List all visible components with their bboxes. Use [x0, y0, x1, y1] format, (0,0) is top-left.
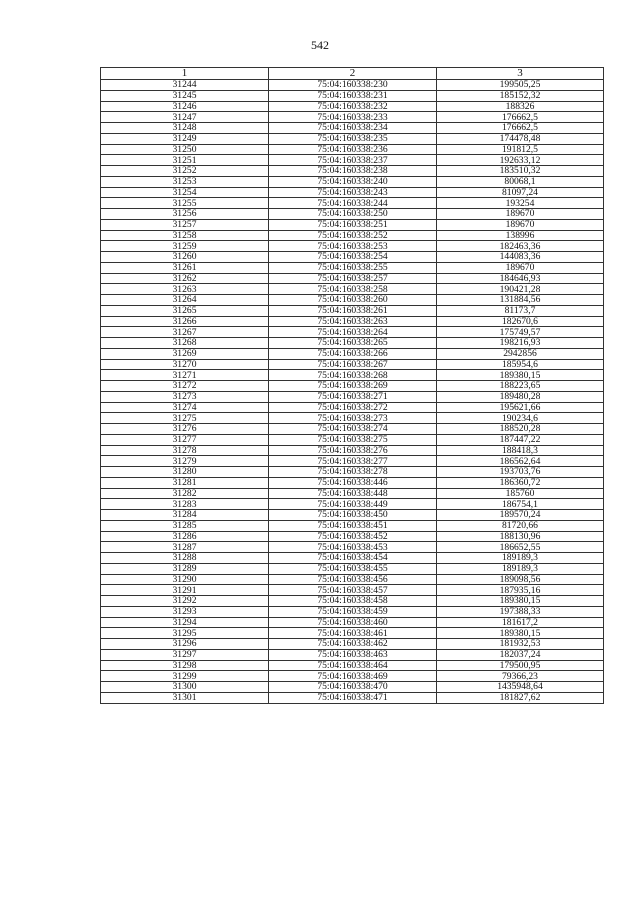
cadastral-number-cell: 75:04:160338:273 — [269, 413, 437, 424]
cadastral-number-cell: 75:04:160338:470 — [269, 682, 437, 693]
table-row — [101, 606, 604, 617]
value-cell: 189380,15 — [437, 628, 604, 639]
table-row — [101, 133, 604, 144]
value-cell: 198216,93 — [437, 338, 604, 349]
table-row — [101, 80, 604, 91]
row-number-cell: 31284 — [101, 510, 269, 521]
table-row — [101, 370, 604, 381]
value-cell: 182037,24 — [437, 649, 604, 660]
cadastral-number-cell: 75:04:160338:457 — [269, 585, 437, 596]
row-number-cell: 31258 — [101, 230, 269, 241]
row-number-cell: 31286 — [101, 531, 269, 542]
value-cell: 187447,22 — [437, 434, 604, 445]
value-cell: 176662,5 — [437, 112, 604, 123]
value-cell: 186562,64 — [437, 456, 604, 467]
table-row — [101, 112, 604, 123]
table-row — [101, 359, 604, 370]
value-cell: 181932,53 — [437, 639, 604, 650]
value-cell: 187935,16 — [437, 585, 604, 596]
table-row — [101, 198, 604, 209]
row-number-cell: 31244 — [101, 80, 269, 91]
row-number-cell: 31292 — [101, 596, 269, 607]
row-number-cell: 31274 — [101, 402, 269, 413]
cadastral-number-cell: 75:04:160338:268 — [269, 370, 437, 381]
cadastral-number-cell: 75:04:160338:255 — [269, 262, 437, 273]
table-row — [101, 531, 604, 542]
table-row — [101, 692, 604, 703]
table-row — [101, 456, 604, 467]
value-cell: 188326 — [437, 101, 604, 112]
value-cell: 186754,1 — [437, 499, 604, 510]
value-cell: 144083,36 — [437, 252, 604, 263]
cadastral-number-cell: 75:04:160338:261 — [269, 305, 437, 316]
table-row — [101, 477, 604, 488]
cadastral-number-cell: 75:04:160338:448 — [269, 488, 437, 499]
cadastral-number-cell: 75:04:160338:464 — [269, 660, 437, 671]
row-number-cell: 31297 — [101, 649, 269, 660]
table-row — [101, 262, 604, 273]
table-row — [101, 284, 604, 295]
row-number-cell: 31282 — [101, 488, 269, 499]
row-number-cell: 31270 — [101, 359, 269, 370]
table-row — [101, 649, 604, 660]
value-cell: 190421,28 — [437, 284, 604, 295]
row-number-cell: 31290 — [101, 574, 269, 585]
cadastral-number-cell: 75:04:160338:278 — [269, 467, 437, 478]
cadastral-number-cell: 75:04:160338:458 — [269, 596, 437, 607]
value-cell: 189189,3 — [437, 563, 604, 574]
row-number-cell: 31289 — [101, 563, 269, 574]
value-cell: 1435948,64 — [437, 682, 604, 693]
value-cell: 199505,25 — [437, 80, 604, 91]
value-cell: 191812,5 — [437, 144, 604, 155]
row-number-cell: 31251 — [101, 155, 269, 166]
value-cell: 185152,32 — [437, 90, 604, 101]
value-cell: 189189,3 — [437, 553, 604, 564]
table-row — [101, 660, 604, 671]
cadastral-number-cell: 75:04:160338:459 — [269, 606, 437, 617]
row-number-cell: 31295 — [101, 628, 269, 639]
cadastral-number-cell: 75:04:160338:453 — [269, 542, 437, 553]
row-number-cell: 31277 — [101, 434, 269, 445]
row-number-cell: 31260 — [101, 252, 269, 263]
table-row — [101, 510, 604, 521]
cadastral-number-cell: 75:04:160338:240 — [269, 176, 437, 187]
row-number-cell: 31245 — [101, 90, 269, 101]
page-number: 542 — [311, 38, 329, 52]
cadastral-number-cell: 75:04:160338:274 — [269, 424, 437, 435]
value-cell: 174478,48 — [437, 133, 604, 144]
table-row — [101, 166, 604, 177]
row-number-cell: 31275 — [101, 413, 269, 424]
table-row — [101, 338, 604, 349]
value-cell: 2942856 — [437, 348, 604, 359]
value-cell: 131884,56 — [437, 295, 604, 306]
cadastral-number-cell: 75:04:160338:235 — [269, 133, 437, 144]
value-cell: 188130,96 — [437, 531, 604, 542]
cadastral-number-cell: 75:04:160338:456 — [269, 574, 437, 585]
table-row — [101, 542, 604, 553]
row-number-cell: 31256 — [101, 209, 269, 220]
column-header-2: 2 — [269, 68, 437, 80]
value-cell: 182463,36 — [437, 241, 604, 252]
row-number-cell: 31252 — [101, 166, 269, 177]
value-cell: 188418,3 — [437, 445, 604, 456]
table-row — [101, 144, 604, 155]
table-row — [101, 499, 604, 510]
table-row — [101, 155, 604, 166]
table-row — [101, 467, 604, 478]
row-number-cell: 31261 — [101, 262, 269, 273]
value-cell: 197388,33 — [437, 606, 604, 617]
cadastral-number-cell: 75:04:160338:271 — [269, 391, 437, 402]
table-row — [101, 241, 604, 252]
row-number-cell: 31288 — [101, 553, 269, 564]
row-number-cell: 31257 — [101, 219, 269, 230]
value-cell: 179500,95 — [437, 660, 604, 671]
table-row — [101, 563, 604, 574]
value-cell: 138996 — [437, 230, 604, 241]
column-header-3: 3 — [437, 68, 604, 80]
row-number-cell: 31298 — [101, 660, 269, 671]
cadastral-number-cell: 75:04:160338:260 — [269, 295, 437, 306]
cadastral-number-cell: 75:04:160338:451 — [269, 520, 437, 531]
value-cell: 190234,6 — [437, 413, 604, 424]
table-row — [101, 230, 604, 241]
value-cell: 193254 — [437, 198, 604, 209]
row-number-cell: 31279 — [101, 456, 269, 467]
value-cell: 188520,28 — [437, 424, 604, 435]
cadastral-number-cell: 75:04:160338:243 — [269, 187, 437, 198]
table-row — [101, 381, 604, 392]
cadastral-number-cell: 75:04:160338:236 — [269, 144, 437, 155]
cadastral-number-cell: 75:04:160338:452 — [269, 531, 437, 542]
table-row — [101, 445, 604, 456]
table-row — [101, 90, 604, 101]
table-row — [101, 305, 604, 316]
cadastral-number-cell: 75:04:160338:461 — [269, 628, 437, 639]
cadastral-number-cell: 75:04:160338:275 — [269, 434, 437, 445]
table-row — [101, 101, 604, 112]
row-number-cell: 31255 — [101, 198, 269, 209]
cadastral-number-cell: 75:04:160338:257 — [269, 273, 437, 284]
value-cell: 186652,55 — [437, 542, 604, 553]
table-row — [101, 252, 604, 263]
cadastral-number-cell: 75:04:160338:272 — [269, 402, 437, 413]
table-row — [101, 187, 604, 198]
row-number-cell: 31272 — [101, 381, 269, 392]
table-row — [101, 295, 604, 306]
value-cell: 182670,6 — [437, 316, 604, 327]
table-row — [101, 402, 604, 413]
cadastral-number-cell: 75:04:160338:238 — [269, 166, 437, 177]
header-row — [101, 68, 604, 80]
value-cell: 80068,1 — [437, 176, 604, 187]
table-row — [101, 639, 604, 650]
row-number-cell: 31249 — [101, 133, 269, 144]
value-cell: 81720,66 — [437, 520, 604, 531]
cadastral-number-cell: 75:04:160338:267 — [269, 359, 437, 370]
cadastral-number-cell: 75:04:160338:237 — [269, 155, 437, 166]
row-number-cell: 31300 — [101, 682, 269, 693]
cadastral-number-cell: 75:04:160338:463 — [269, 649, 437, 660]
value-cell: 175749,57 — [437, 327, 604, 338]
table-row — [101, 585, 604, 596]
value-cell: 185954,6 — [437, 359, 604, 370]
row-number-cell: 31299 — [101, 671, 269, 682]
row-number-cell: 31281 — [101, 477, 269, 488]
row-number-cell: 31278 — [101, 445, 269, 456]
cadastral-number-cell: 75:04:160338:250 — [269, 209, 437, 220]
value-cell: 79366,23 — [437, 671, 604, 682]
value-cell: 189670 — [437, 219, 604, 230]
cadastral-number-cell: 75:04:160338:251 — [269, 219, 437, 230]
table-row — [101, 424, 604, 435]
value-cell: 189480,28 — [437, 391, 604, 402]
row-number-cell: 31293 — [101, 606, 269, 617]
row-number-cell: 31263 — [101, 284, 269, 295]
table-row — [101, 434, 604, 445]
row-number-cell: 31280 — [101, 467, 269, 478]
row-number-cell: 31262 — [101, 273, 269, 284]
cadastral-number-cell: 75:04:160338:449 — [269, 499, 437, 510]
table-body — [101, 80, 604, 704]
table-row — [101, 348, 604, 359]
value-cell: 185760 — [437, 488, 604, 499]
value-cell: 189570,24 — [437, 510, 604, 521]
value-cell: 183510,32 — [437, 166, 604, 177]
cadastral-number-cell: 75:04:160338:232 — [269, 101, 437, 112]
row-number-cell: 31291 — [101, 585, 269, 596]
row-number-cell: 31276 — [101, 424, 269, 435]
row-number-cell: 31301 — [101, 692, 269, 703]
row-number-cell: 31294 — [101, 617, 269, 628]
cadastral-number-cell: 75:04:160338:460 — [269, 617, 437, 628]
row-number-cell: 31253 — [101, 176, 269, 187]
row-number-cell: 31254 — [101, 187, 269, 198]
table-row — [101, 596, 604, 607]
cadastral-number-cell: 75:04:160338:254 — [269, 252, 437, 263]
row-number-cell: 31287 — [101, 542, 269, 553]
value-cell: 186360,72 — [437, 477, 604, 488]
cadastral-number-cell: 75:04:160338:455 — [269, 563, 437, 574]
value-cell: 189670 — [437, 262, 604, 273]
row-number-cell: 31264 — [101, 295, 269, 306]
row-number-cell: 31247 — [101, 112, 269, 123]
row-number-cell: 31248 — [101, 123, 269, 134]
cadastral-number-cell: 75:04:160338:264 — [269, 327, 437, 338]
cadastral-number-cell: 75:04:160338:263 — [269, 316, 437, 327]
row-number-cell: 31273 — [101, 391, 269, 402]
table-row — [101, 553, 604, 564]
row-number-cell: 31285 — [101, 520, 269, 531]
cadastral-number-cell: 75:04:160338:266 — [269, 348, 437, 359]
value-cell: 189098,56 — [437, 574, 604, 585]
cadastral-number-cell: 75:04:160338:446 — [269, 477, 437, 488]
table-row — [101, 574, 604, 585]
column-header-1: 1 — [101, 68, 269, 80]
value-cell: 81173,7 — [437, 305, 604, 316]
value-cell: 81097,24 — [437, 187, 604, 198]
row-number-cell: 31283 — [101, 499, 269, 510]
cadastral-number-cell: 75:04:160338:233 — [269, 112, 437, 123]
table-row — [101, 123, 604, 134]
value-cell: 189670 — [437, 209, 604, 220]
cadastral-number-cell: 75:04:160338:252 — [269, 230, 437, 241]
row-number-cell: 31271 — [101, 370, 269, 381]
cadastral-number-cell: 75:04:160338:450 — [269, 510, 437, 521]
row-number-cell: 31246 — [101, 101, 269, 112]
table-row — [101, 617, 604, 628]
cadastral-number-cell: 75:04:160338:276 — [269, 445, 437, 456]
value-cell: 189380,15 — [437, 596, 604, 607]
cadastral-number-cell: 75:04:160338:454 — [269, 553, 437, 564]
cadastral-number-cell: 75:04:160338:462 — [269, 639, 437, 650]
table-header — [101, 68, 604, 80]
row-number-cell: 31267 — [101, 327, 269, 338]
row-number-cell: 31250 — [101, 144, 269, 155]
cadastral-number-cell: 75:04:160338:230 — [269, 80, 437, 91]
cadastral-number-cell: 75:04:160338:265 — [269, 338, 437, 349]
value-cell: 176662,5 — [437, 123, 604, 134]
table-row — [101, 413, 604, 424]
cadastral-number-cell: 75:04:160338:231 — [269, 90, 437, 101]
row-number-cell: 31266 — [101, 316, 269, 327]
row-number-cell: 31269 — [101, 348, 269, 359]
table-row — [101, 219, 604, 230]
table-row — [101, 327, 604, 338]
table-row — [101, 391, 604, 402]
value-cell: 192633,12 — [437, 155, 604, 166]
value-cell: 189380,15 — [437, 370, 604, 381]
value-cell: 184646,93 — [437, 273, 604, 284]
cadastral-number-cell: 75:04:160338:244 — [269, 198, 437, 209]
cadastral-number-cell: 75:04:160338:234 — [269, 123, 437, 134]
cadastral-number-cell: 75:04:160338:471 — [269, 692, 437, 703]
cadastral-number-cell: 75:04:160338:277 — [269, 456, 437, 467]
cadastral-number-cell: 75:04:160338:269 — [269, 381, 437, 392]
row-number-cell: 31259 — [101, 241, 269, 252]
table-row — [101, 176, 604, 187]
row-number-cell: 31268 — [101, 338, 269, 349]
table-row — [101, 520, 604, 531]
data-table — [100, 67, 604, 704]
value-cell: 193703,76 — [437, 467, 604, 478]
row-number-cell: 31265 — [101, 305, 269, 316]
table-row — [101, 273, 604, 284]
table-row — [101, 671, 604, 682]
table-row — [101, 628, 604, 639]
table-row — [101, 316, 604, 327]
table-row — [101, 682, 604, 693]
cadastral-number-cell: 75:04:160338:258 — [269, 284, 437, 295]
row-number-cell: 31296 — [101, 639, 269, 650]
table-row — [101, 209, 604, 220]
table-row — [101, 488, 604, 499]
value-cell: 181827,62 — [437, 692, 604, 703]
cadastral-number-cell: 75:04:160338:253 — [269, 241, 437, 252]
value-cell: 181617,2 — [437, 617, 604, 628]
value-cell: 188223,65 — [437, 381, 604, 392]
cadastral-number-cell: 75:04:160338:469 — [269, 671, 437, 682]
value-cell: 195621,66 — [437, 402, 604, 413]
